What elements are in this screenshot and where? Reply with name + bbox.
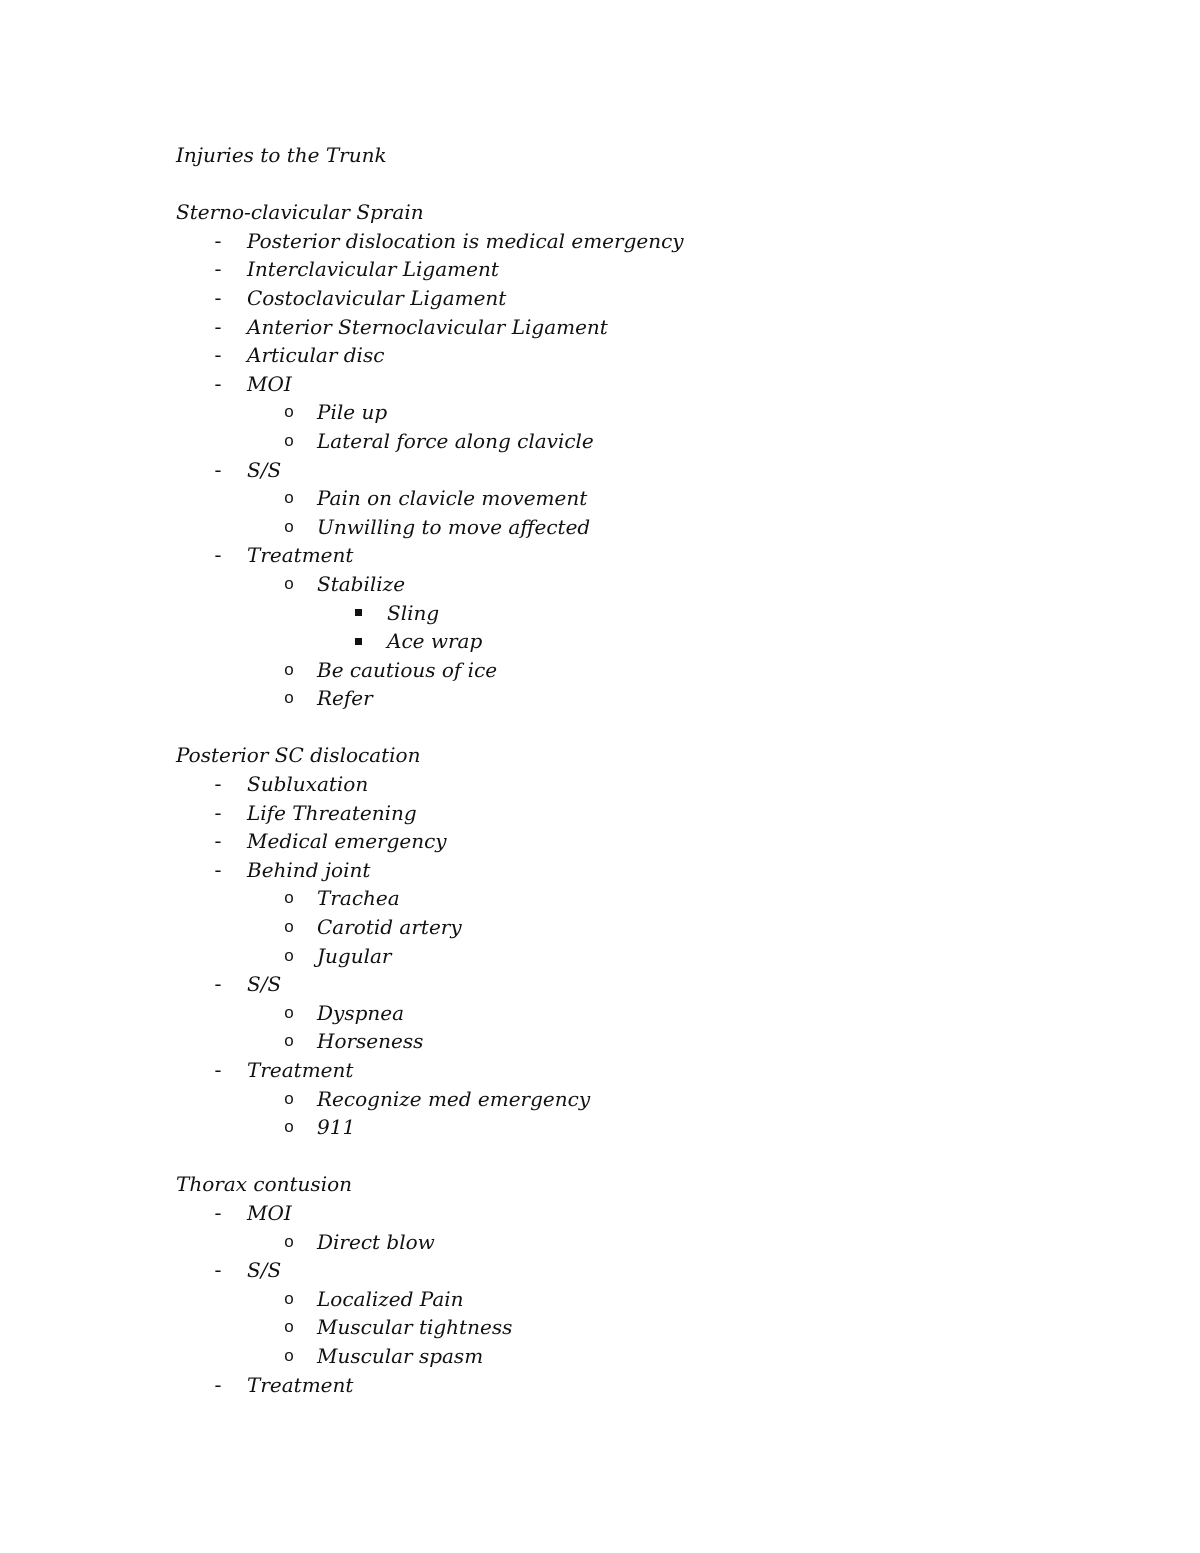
list-item-text: Localized Pain [317,1286,464,1311]
list-item [176,799,1076,828]
list-item-text: Subluxation [247,772,369,797]
dash-bullet-icon: - [214,1373,222,1396]
circle-bullet-icon: o [284,659,294,679]
document-body [176,141,1076,1399]
circle-bullet-icon: o [284,1345,294,1365]
sub-list-item [176,513,1076,542]
sub-list-item [176,684,1076,713]
dash-bullet-icon: - [214,344,222,367]
list-item-text: Muscular spasm [317,1343,484,1368]
list-item-text: Treatment [247,1372,354,1397]
dash-bullet-icon: - [214,258,222,281]
list-item [176,255,1076,284]
list-item-text: Costoclavicular Ligament [247,285,507,310]
dash-bullet-icon: - [214,773,222,796]
circle-bullet-icon: o [284,1317,294,1337]
list-item [176,370,1076,399]
dash-bullet-icon: - [214,858,222,881]
list-item-text: MOI [247,371,292,396]
list-item-text: Trachea [317,886,400,911]
circle-bullet-icon: o [284,688,294,708]
circle-bullet-icon: o [284,888,294,908]
list-item [176,313,1076,342]
circle-bullet-icon: o [284,1031,294,1051]
list-item-text: Direct blow [317,1229,435,1254]
sub-sub-list-item [176,599,1076,628]
circle-bullet-icon: o [284,1088,294,1108]
list-item-text: Carotid artery [317,915,462,940]
dash-bullet-icon: - [214,315,222,338]
section-heading: Sterno-clavicular Sprain [176,200,424,225]
list-item [176,1256,1076,1285]
section-heading: Thorax contusion [176,1172,353,1197]
circle-bullet-icon: o [284,1002,294,1022]
list-item-text: Dyspnea [317,1000,405,1025]
sub-list-item [176,1228,1076,1257]
circle-bullet-icon: o [284,402,294,422]
list-item-text: Stabilize [317,571,406,596]
list-item-text: Articular disc [247,343,385,368]
list-item-text: 911 [317,1115,356,1140]
list-item-text: Interclavicular Ligament [247,257,499,282]
list-item [176,1199,1076,1228]
list-item-text: S/S [247,972,282,997]
circle-bullet-icon: o [284,1117,294,1137]
list-item-text: Medical emergency [247,829,447,854]
sub-list-item [176,656,1076,685]
list-item-text: Recognize med emergency [317,1086,591,1111]
circle-bullet-icon: o [284,430,294,450]
square-bullet-icon [348,627,368,656]
list-item-text: Pile up [317,400,388,425]
dash-bullet-icon: - [214,286,222,309]
list-item [176,1371,1076,1400]
sub-list-item [176,999,1076,1028]
sub-list-item [176,1113,1076,1142]
sub-list-item [176,1313,1076,1342]
dash-bullet-icon: - [214,372,222,395]
sub-list-item [176,398,1076,427]
list-item-text: Jugular [317,943,392,968]
circle-bullet-icon: o [284,516,294,536]
spacer [176,713,1076,742]
sub-list-item [176,1342,1076,1371]
dash-bullet-icon: - [214,458,222,481]
sub-list-item [176,570,1076,599]
list-item-text: Pain on clavicle movement [317,486,588,511]
list-item [176,827,1076,856]
section-heading: Posterior SC dislocation [176,743,421,768]
circle-bullet-icon: o [284,945,294,965]
list-item-text: Refer [317,686,373,711]
list-item [176,341,1076,370]
list-item [176,970,1076,999]
circle-bullet-icon: o [284,573,294,593]
sub-list-item [176,1285,1076,1314]
list-item-text: Muscular tightness [317,1315,513,1340]
list-item [176,284,1076,313]
square-bullet-icon [348,599,368,628]
sub-list-item [176,484,1076,513]
list-item-text: Horseness [317,1029,424,1054]
sub-list-item [176,1027,1076,1056]
dash-bullet-icon: - [214,1259,222,1282]
sub-list-item [176,884,1076,913]
sub-list-item [176,427,1076,456]
spacer [176,1142,1076,1171]
list-item [176,456,1076,485]
sub-list-item [176,942,1076,971]
list-item [176,227,1076,256]
list-item-text: Posterior dislocation is medical emergency [247,228,684,253]
circle-bullet-icon: o [284,917,294,937]
circle-bullet-icon: o [284,1231,294,1251]
dash-bullet-icon: - [214,1059,222,1081]
list-item-text: MOI [247,1200,292,1225]
list-item [176,856,1076,885]
list-item-text: Anterior Sternoclavicular Ligament [247,314,608,339]
list-item-text: Sling [387,600,440,625]
list-item [176,770,1076,799]
list-item-text: Treatment [247,1058,354,1082]
dash-bullet-icon: - [214,830,222,853]
list-item-text: Ace wrap [387,629,483,654]
sub-list-item [176,913,1076,942]
circle-bullet-icon: o [284,488,294,508]
list-item-text: Behind joint [247,857,371,882]
sub-sub-list-item [176,627,1076,656]
spacer [176,170,1076,199]
dash-bullet-icon: - [214,544,222,567]
list-item-text: S/S [247,1258,282,1283]
page-title: Injuries to the Trunk [176,143,387,167]
dash-bullet-icon: - [214,1201,222,1224]
dash-bullet-icon: - [214,229,222,252]
dash-bullet-icon: - [214,973,222,996]
sub-list-item [176,1085,1076,1114]
dash-bullet-icon: - [214,801,222,824]
list-item-text: Treatment [247,543,354,568]
circle-bullet-icon: o [284,1288,294,1308]
list-item-text: Unwilling to move affected [317,514,591,539]
list-item [176,1056,1076,1085]
list-item-text: Life Threatening [247,800,417,825]
list-item [176,541,1076,570]
list-item-text: S/S [247,457,282,482]
list-item-text: Lateral force along clavicle [317,428,594,453]
list-item-text: Be cautious of ice [317,657,498,682]
